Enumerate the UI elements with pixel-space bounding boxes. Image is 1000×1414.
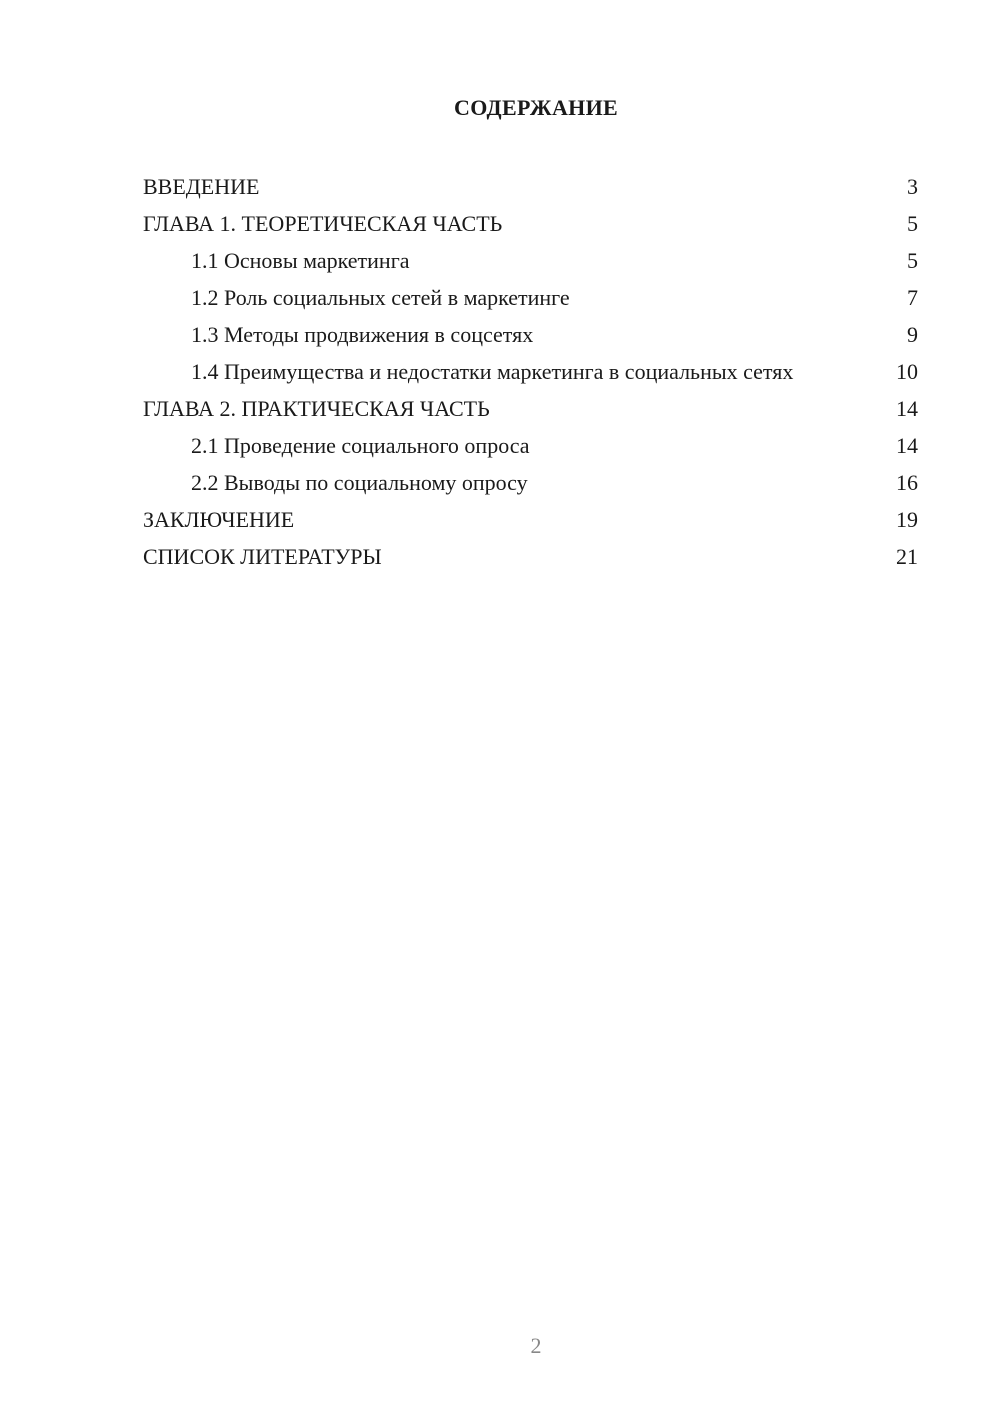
toc-entry-label: 1.1 Основы маркетинга <box>191 248 410 273</box>
toc-entry-label: ГЛАВА 2. ПРАКТИЧЕСКАЯ ЧАСТЬ <box>143 396 490 421</box>
toc-entry-page: 16 <box>896 470 918 495</box>
toc-entry-chapter-2[interactable] <box>143 390 918 427</box>
toc-entry-page: 10 <box>896 359 918 384</box>
toc-entry-page: 19 <box>896 507 918 532</box>
toc-entry-section-1-4[interactable] <box>143 353 918 390</box>
toc-entry-conclusion[interactable] <box>143 501 918 538</box>
toc-entry-page: 7 <box>907 285 918 310</box>
toc-entry-label: 1.3 Методы продвижения в соцсетях <box>191 322 534 347</box>
toc-entry-section-1-3[interactable] <box>143 316 918 353</box>
toc-entry-section-2-2[interactable] <box>143 464 918 501</box>
toc-entry-page: 14 <box>896 396 918 421</box>
toc-entry-section-1-1[interactable] <box>143 242 918 279</box>
toc-entry-label: 2.1 Проведение социального опроса <box>191 433 530 458</box>
table-of-contents <box>143 168 918 575</box>
toc-entry-page: 21 <box>896 544 918 569</box>
toc-entry-page: 5 <box>907 211 918 236</box>
toc-entry-section-2-1[interactable] <box>143 427 918 464</box>
toc-entry-page: 3 <box>907 174 918 199</box>
toc-entry-chapter-1[interactable] <box>143 205 918 242</box>
toc-entry-label: 1.4 Преимущества и недостатки маркетинга в социальных сетях <box>191 359 794 384</box>
toc-entry-label: 1.2 Роль социальных сетей в маркетинге <box>191 285 570 310</box>
toc-entry-introduction[interactable] <box>143 168 918 205</box>
toc-entry-label: 2.2 Выводы по социальному опросу <box>191 470 528 495</box>
toc-entry-label: СПИСОК ЛИТЕРАТУРЫ <box>143 544 382 569</box>
toc-entry-references[interactable] <box>143 538 918 575</box>
toc-entry-page: 14 <box>896 433 918 458</box>
toc-entry-page: 9 <box>907 322 918 347</box>
toc-entry-section-1-2[interactable] <box>143 279 918 316</box>
toc-entry-label: ВВЕДЕНИЕ <box>143 174 260 199</box>
page-number: 2 <box>530 1333 542 1358</box>
page-title: СОДЕРЖАНИЕ <box>454 95 618 120</box>
toc-entry-label: ГЛАВА 1. ТЕОРЕТИЧЕСКАЯ ЧАСТЬ <box>143 211 503 236</box>
toc-entry-label: ЗАКЛЮЧЕНИЕ <box>143 507 295 532</box>
toc-entry-page: 5 <box>907 248 918 273</box>
